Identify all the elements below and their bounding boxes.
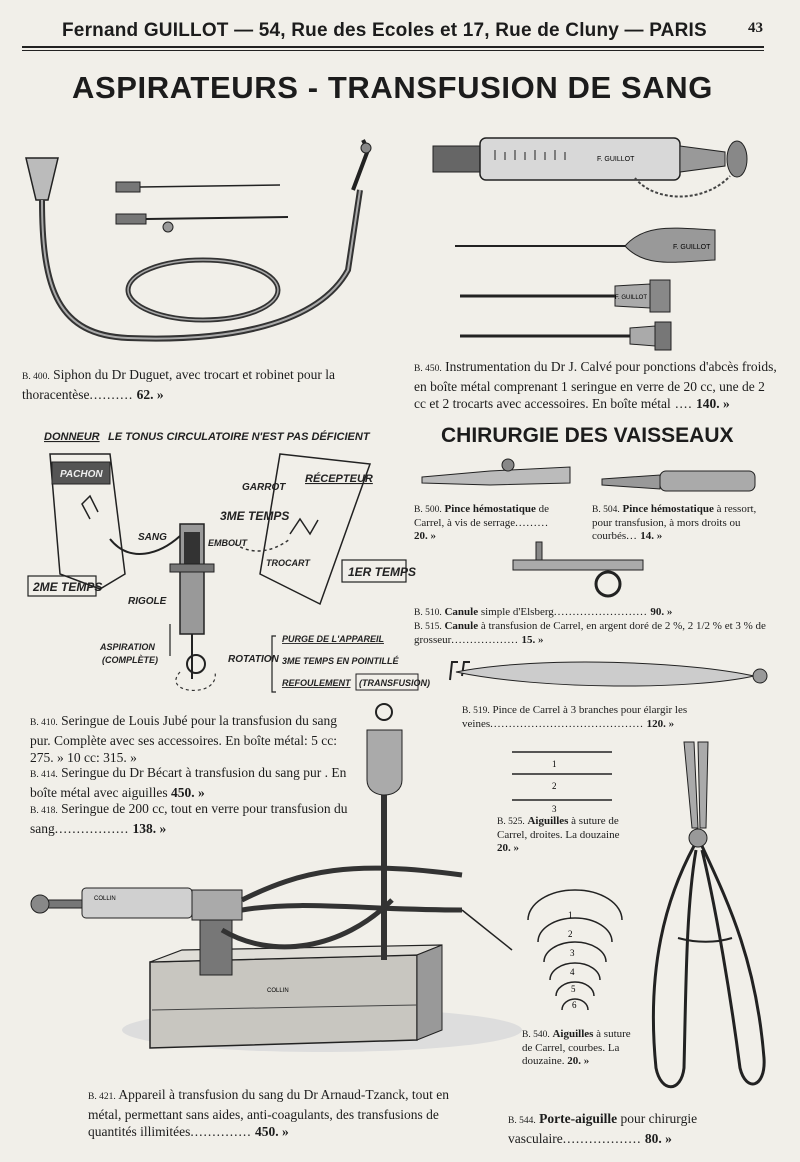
duguet-siphon-illustration [18, 130, 398, 360]
diagram-temps2: 2ME TEMPS [33, 580, 103, 594]
b418-text: Seringue de 200 cc, tout en verre pour transfusion du sang [30, 801, 348, 836]
item-b400: B. 400. Siphon du Dr Duguet, avec trocart et robinet pour la thoracentèse.......... 62. » [22, 367, 336, 402]
diagram-complete: (COMPLÈTE) [102, 655, 158, 665]
diagram-aspiration: ASPIRATION [100, 642, 155, 652]
item-b421: B. 421. Appareil à transfusion du sang du Dr Arnaud-Tzanck, tout en métal, permettant sans aides, anti-coagulants, des transfusions de quantités illimitées.............. 450. » [88, 1087, 450, 1139]
diagram-rotation: ROTATION [228, 654, 279, 665]
diagram-tonus: LE TONUS CIRCULATOIRE N'EST PAS DÉFICIENT [108, 431, 370, 443]
b540-price: 20. » [567, 1055, 590, 1067]
b421-price: 450. » [254, 1124, 289, 1139]
b410-text: Seringue de Louis Jubé pour la transfusion du sang pur. Complète avec ses accessoires. En boîte métal: 5 cc: 275. » 10 cc: 315. » [30, 713, 338, 765]
diagram-recepteur: RÉCEPTEUR [305, 473, 373, 485]
header-address: Fernand GUILLOT — 54, Rue des Ecoles et 17, Rue de Cluny — PARIS [62, 20, 707, 41]
diagram-trocart: TROCART [266, 558, 310, 568]
diagram-temps1: 1ER TEMPS [348, 565, 417, 579]
straight-needles-illustration [510, 742, 620, 812]
b504-name: Pince hémostatique [622, 503, 714, 515]
diagram-temps3-pointille: 3ME TEMPS EN POINTILLÉ [282, 656, 399, 666]
curved-number-4: 4 [570, 967, 575, 977]
diagram-garrot: GARROT [242, 482, 286, 493]
calve-instruments-illustration [425, 128, 765, 353]
b421-text: Appareil à transfusion du sang du Dr Arnaud-Tzanck, tout en métal, permettant sans aides, anti-coagulants, des transfusions de quantités illimitées [88, 1087, 450, 1139]
item-b525: B. 525. Aiguilles à suture de Carrel, droites. La douzaine 20. » [497, 815, 620, 854]
b450-price: 140. » [696, 396, 730, 411]
item-b500: B. 500. Pince hémostatique de Carrel, à vis de serrage......... 20. » [414, 503, 549, 542]
b519-price: 120. » [646, 718, 675, 730]
diagram-transfusion: (TRANSFUSION) [359, 678, 430, 688]
diagram-purge: PURGE DE L'APPAREIL [282, 634, 384, 644]
b544-text: pour chirurgie vasculaire [508, 1111, 698, 1146]
item-b510: B. 510. Canule simple d'Elsberg......................... 90. » [414, 606, 673, 618]
arnaud-tzanck-apparatus-illustration [22, 700, 522, 1080]
b544-price: 80. » [644, 1131, 672, 1146]
header-rule [22, 46, 764, 48]
diagram-refoulement: REFOULEMENT [282, 678, 351, 688]
diagram-donneur: DONNEUR [44, 431, 100, 443]
page-header [0, 18, 800, 48]
b500-text: de Carrel, à vis de serrage [414, 503, 549, 529]
curved-number-2: 2 [568, 929, 573, 939]
engraving-guillot-3: F. GUILLOT [615, 295, 648, 301]
needle-holder-illustration [636, 738, 776, 1098]
item-b540: B. 540. Aiguilles à suture de Carrel, courbes. La douzaine. 20. » [522, 1028, 631, 1067]
b510-name: Canule [444, 606, 479, 618]
needle-number-1: 1 [552, 759, 557, 769]
b540-name: Aiguilles [552, 1028, 594, 1040]
diagram-sang: SANG [138, 532, 167, 543]
needle-number-3: 3 [552, 804, 557, 814]
curved-number-6: 6 [572, 1000, 577, 1010]
diagram-temps3: 3ME TEMPS [220, 509, 290, 523]
b525-name: Aiguilles [527, 815, 569, 827]
item-b515: B. 515. Canule à transfusion de Carrel, en argent doré de 2 %, 2 1/2 % et 3 % de grosseur.................. 15. » [414, 620, 766, 646]
item-b418: B. 418. Seringue de 200 cc, tout en verre pour transfusion du sang................. 138. » [30, 801, 348, 836]
item-b410: B. 410. Seringue de Louis Jubé pour la transfusion du sang pur. Complète avec ses accessoires. En boîte métal: 5 cc: 275. » 10 cc: 315. » [30, 713, 338, 765]
b544-name: Porte-aiguille [539, 1111, 618, 1126]
item-b450: B. 450. Instrumentation du Dr J. Calvé pour ponctions d'abcès froids, en boîte métal comprenant 1 seringue en verre de 20 cc, une de 2 cc et 2 trocarts avec accessoires. En boîte métal .... 140. » [414, 359, 777, 411]
b400-price: 62. » [136, 387, 164, 402]
b515-text: à transfusion de Carrel, en argent doré de 2 %, 2 1/2 % et 3 % de grosseur [414, 620, 766, 646]
b418-price: 138. » [132, 821, 167, 836]
b414-text: Seringue du Dr Bécart à transfusion du sang pur . En boîte métal avec aiguilles [30, 765, 347, 800]
engraving-guillot-2: F. GUILLOT [673, 244, 711, 251]
pince-519-illustration [442, 650, 782, 694]
needle-number-2: 2 [552, 781, 557, 791]
page-title: ASPIRATEURS - TRANSFUSION DE SANG [72, 70, 713, 105]
curved-needles-illustration [520, 890, 630, 1015]
pince-500-illustration [420, 455, 580, 495]
header-rule-thin [22, 50, 764, 51]
b525-price: 20. » [497, 842, 519, 854]
curved-number-5: 5 [571, 984, 576, 994]
canule-illustration [508, 540, 658, 600]
b414-price: 450. » [170, 785, 205, 800]
b504-text: à ressort, pour transfusion, à mors droits ou courbés [592, 503, 757, 542]
item-b414: B. 414. Seringue du Dr Bécart à transfusion du sang pur . En boîte métal avec aiguilles 450. » [30, 765, 347, 800]
b500-name: Pince hémostatique [444, 503, 536, 515]
item-b544: B. 544. Porte-aiguille pour chirurgie vasculaire.................. 80. » [508, 1111, 698, 1146]
b510-price: 90. » [650, 606, 673, 618]
b504-price: 14. » [640, 530, 663, 542]
pince-504-illustration [600, 465, 760, 497]
page-number: 43 [748, 20, 763, 36]
item-b504: B. 504. Pince hémostatique à ressort, pour transfusion, à mors droits ou courbés... 14. » [592, 503, 757, 542]
diagram-embout: EMBOUT [208, 538, 247, 548]
diagram-rigole: RIGOLE [128, 596, 167, 607]
b510-text: simple d'Elsberg [480, 606, 554, 618]
item-b519: B. 519. Pince de Carrel à 3 branches pour élargir les veines......................................... 120. » [462, 704, 688, 730]
b519-text: Pince de Carrel à 3 branches pour élargir les veines [462, 704, 688, 730]
engraving-guillot-1: F. GUILLOT [597, 156, 635, 163]
engraving-collin-2: COLLIN [267, 988, 289, 994]
b525-text: à suture de Carrel, droites. La douzaine [497, 815, 620, 841]
b515-price: 15. » [521, 634, 544, 646]
b450-text: Instrumentation du Dr J. Calvé pour ponctions d'abcès froids, en boîte métal comprenant 1 seringue en verre de 20 cc, une de 2 cc et 2 trocarts avec accessoires. En boîte métal [414, 359, 777, 411]
b500-price: 20. » [414, 530, 436, 542]
b540-text: à suture de Carrel, courbes. La douzaine. [522, 1028, 631, 1067]
b400-text: Siphon du Dr Duguet, avec trocart et robinet pour la thoracentèse [22, 367, 336, 402]
diagram-pachon: PACHON [60, 469, 103, 480]
b515-name: Canule [444, 620, 479, 632]
curved-number-1: 1 [568, 910, 573, 920]
curved-number-3: 3 [570, 948, 575, 958]
engraving-collin-1: COLLIN [94, 896, 116, 902]
section-vessels-title: CHIRURGIE DES VAISSEAUX [441, 424, 734, 447]
